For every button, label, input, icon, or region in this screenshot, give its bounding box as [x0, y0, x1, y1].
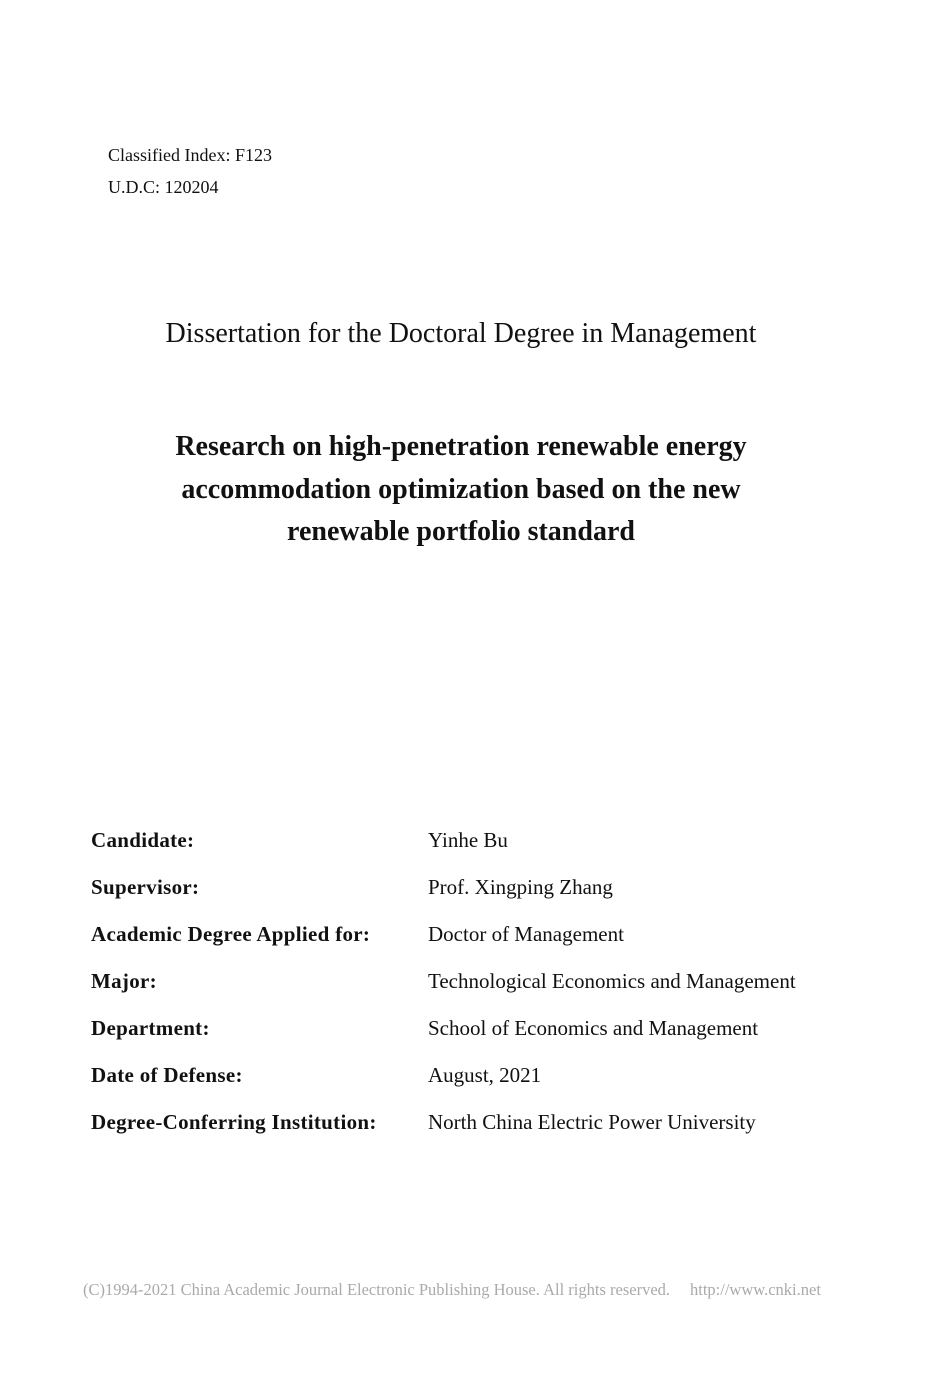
cnki-link[interactable]: http://www.cnki.net	[690, 1280, 821, 1299]
info-value: Doctor of Management	[428, 922, 624, 946]
info-label: Degree-Conferring Institution:	[91, 1110, 377, 1134]
copyright-footer	[83, 1279, 821, 1301]
info-value: Prof. Xingping Zhang	[428, 875, 613, 899]
thesis-title-line: accommodation optimization based on the new	[181, 473, 741, 505]
info-label: Candidate:	[91, 828, 195, 852]
info-label: Academic Degree Applied for:	[91, 922, 371, 946]
info-value: Technological Economics and Management	[428, 969, 796, 993]
info-label: Department:	[91, 1016, 210, 1040]
udc-code: U.D.C: 120204	[108, 177, 219, 197]
degree-heading: Dissertation for the Doctoral Degree in Management	[165, 318, 757, 349]
copyright-text: (C)1994-2021 China Academic Journal Electronic Publishing House. All rights reserved.	[83, 1280, 671, 1299]
info-value: School of Economics and Management	[428, 1016, 759, 1040]
info-value: August, 2021	[428, 1063, 542, 1087]
info-label: Major:	[91, 969, 157, 993]
thesis-title-line: Research on high-penetration renewable energy	[175, 431, 747, 462]
info-label: Supervisor:	[91, 875, 200, 899]
classified-index: Classified Index: F123	[108, 145, 272, 165]
info-value: Yinhe Bu	[428, 828, 508, 852]
info-value: North China Electric Power University	[428, 1110, 756, 1134]
thesis-title-line: renewable portfolio standard	[287, 516, 635, 547]
info-label: Date of Defense:	[91, 1063, 243, 1087]
thesis-title	[0, 426, 922, 554]
